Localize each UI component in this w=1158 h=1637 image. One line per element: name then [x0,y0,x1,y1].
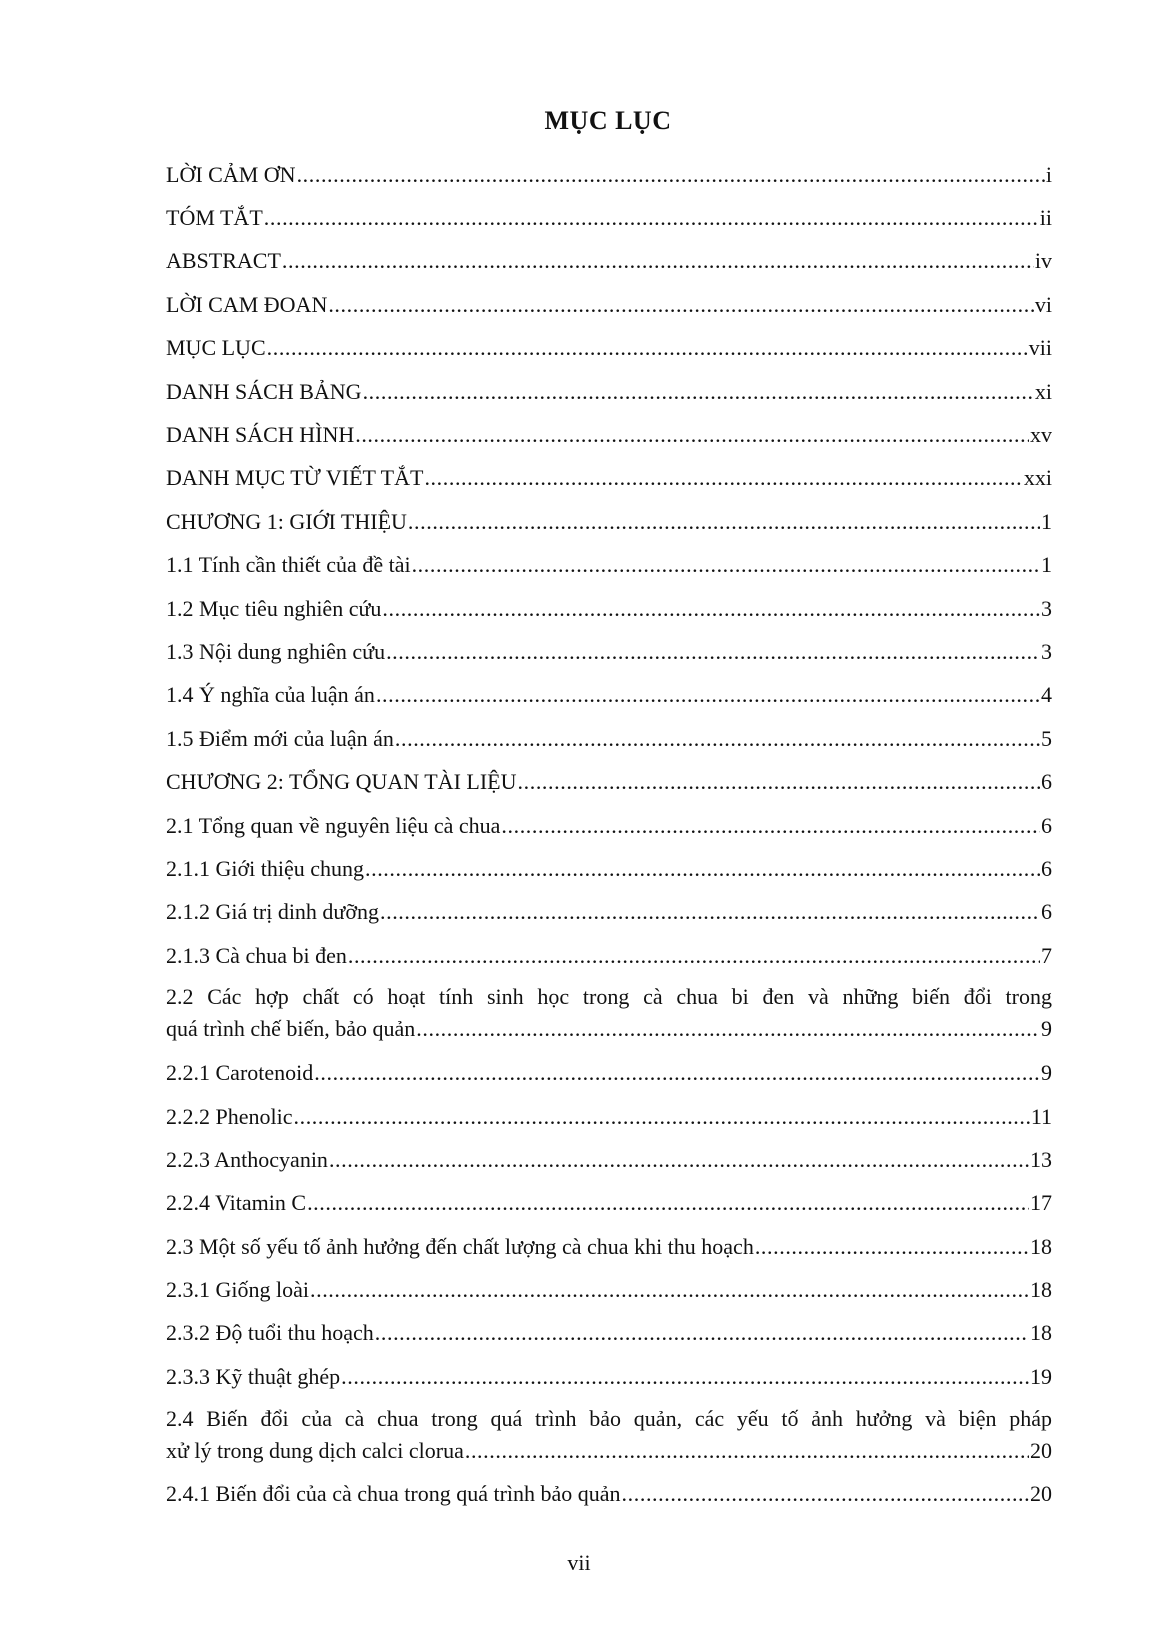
dot-leader [622,1481,1029,1507]
dot-leader [328,292,1034,318]
toc-entry[interactable] [166,283,1052,326]
toc-entry-title: 2.1.3 Cà chua bi đen [166,942,347,968]
toc-entry-page: 17 [1030,1190,1052,1216]
toc-entry-page: xi [1034,378,1052,404]
toc-entry[interactable] [166,1473,1052,1516]
toc-entry-page: vii [1028,335,1052,361]
toc-entry-title-line1: 2.2 Các hợp chất có hoạt tính sinh học trong cà chua bi đen và những biến đổi trong [166,984,1052,1010]
toc-entry[interactable] [166,500,1052,543]
toc-entry[interactable] [166,240,1052,283]
toc-entry-title: 1.1 Tính cần thiết của đề tài [166,552,411,578]
toc-entry-title: 2.1.1 Giới thiệu chung [166,855,364,881]
toc-entry-page: 18 [1030,1277,1052,1303]
page-title: MỤC LỤC [544,106,672,135]
toc-entry-page: 1 [1041,552,1052,578]
toc-entry-title-line1: 2.4 Biến đổi của cà chua trong quá trình bảo quản, các yếu tố ảnh hưởng và biện pháp [166,1405,1052,1431]
toc-entry-page: vi [1034,291,1052,317]
dot-leader [282,248,1034,274]
toc-entry[interactable] [166,1138,1052,1181]
dot-leader [755,1234,1029,1260]
toc-entry-title: DANH SÁCH BẢNG [166,378,362,404]
toc-entry-page: i [1045,161,1052,187]
toc-entry-title: 2.2.3 Anthocyanin [166,1146,328,1172]
toc-entry-page: 1 [1041,508,1052,534]
toc-entry-page: ii [1039,205,1052,231]
toc-entry[interactable] [166,457,1052,500]
toc-entry-title: LỜI CẢM ƠN [166,161,296,187]
toc-entry-page: 9 [1041,1060,1052,1086]
toc-entry[interactable] [166,1051,1052,1094]
toc-entry-page: 3 [1041,638,1052,664]
toc-entry-title: DANH MỤC TỪ VIẾT TẮT [166,465,424,491]
toc-entry-page: 6 [1041,812,1052,838]
toc-entry[interactable] [166,760,1052,803]
toc-entry[interactable] [166,544,1052,587]
toc-entry[interactable] [166,413,1052,456]
dot-leader [465,1435,1029,1467]
toc-entry-page: xv [1030,422,1052,448]
toc-entry[interactable] [166,717,1052,760]
toc-entry-page: 7 [1041,942,1052,968]
toc-entry-page: 3 [1041,595,1052,621]
toc-entry[interactable] [166,630,1052,673]
dot-leader [376,682,1040,708]
toc-entry-title: 2.2.2 Phenolic [166,1103,293,1129]
dot-leader [314,1060,1040,1086]
table-of-contents [166,153,1052,1516]
dot-leader [267,335,1028,361]
toc-entry-title: 2.1.2 Giá trị dinh dưỡng [166,899,379,925]
toc-entry-title: 2.1 Tổng quan về nguyên liệu cà chua [166,812,501,838]
toc-entry-title: 1.2 Mục tiêu nghiên cứu [166,595,382,621]
dot-leader [386,639,1040,665]
dot-leader [341,1364,1029,1390]
toc-entry-title: 2.2.1 Carotenoid [166,1060,314,1086]
toc-entry-page: 5 [1041,725,1052,751]
dot-leader [307,1190,1029,1216]
toc-entry-title: 2.3.2 Độ tuổi thu hoạch [166,1320,374,1346]
toc-entry[interactable] [166,1399,1052,1473]
toc-entry-title: CHƯƠNG 1: GIỚI THIỆU [166,508,407,534]
dot-leader [408,509,1040,535]
toc-entry-title: 2.3.3 Kỹ thuật ghép [166,1363,341,1389]
toc-entry[interactable] [166,1355,1052,1398]
toc-entry-title: 1.5 Điểm mới của luận án [166,725,394,751]
toc-entry-title: 1.3 Nội dung nghiên cứu [166,638,386,664]
toc-entry[interactable] [166,1095,1052,1138]
toc-entry[interactable] [166,1225,1052,1268]
dot-leader [395,726,1040,752]
toc-entry-page: 20 [1030,1481,1052,1507]
toc-entry-title: 2.4.1 Biến đổi của cà chua trong quá trình bảo quản [166,1481,621,1507]
toc-entry[interactable] [166,370,1052,413]
toc-entry[interactable] [166,847,1052,890]
toc-entry-page: iv [1034,248,1052,274]
dot-leader [363,379,1034,405]
toc-entry-title-line2: quá trình chế biến, bảo quản [166,1016,416,1042]
toc-entry-title: MỤC LỤC [166,335,266,361]
toc-entry-page: 18 [1030,1233,1052,1259]
toc-entry[interactable] [166,1182,1052,1225]
dot-leader [329,1147,1029,1173]
toc-entry[interactable] [166,674,1052,717]
dot-leader [348,943,1040,969]
toc-entry[interactable] [166,977,1052,1051]
dot-leader [264,205,1039,231]
dot-leader [416,1013,1040,1045]
toc-entry-title: 2.3 Một số yếu tố ảnh hưởng đến chất lượng cà chua khi thu hoạch [166,1233,754,1259]
page-number: vii [567,1550,591,1575]
dot-leader [424,465,1022,491]
toc-entry-page: 18 [1030,1320,1052,1346]
toc-entry-title: 1.4 Ý nghĩa của luận án [166,682,375,708]
toc-entry[interactable] [166,891,1052,934]
toc-entry-title: DANH SÁCH HÌNH [166,422,355,448]
toc-entry[interactable] [166,327,1052,370]
toc-entry-page: 6 [1041,769,1052,795]
toc-entry-page: 11 [1030,1103,1052,1129]
toc-entry[interactable] [166,1312,1052,1355]
toc-entry[interactable] [166,934,1052,977]
toc-entry-page: 6 [1041,855,1052,881]
toc-entry[interactable] [166,196,1052,239]
toc-entry[interactable] [166,804,1052,847]
dot-leader [365,856,1040,882]
toc-entry[interactable] [166,153,1052,196]
dot-leader [310,1277,1029,1303]
dot-leader [294,1104,1030,1130]
toc-entry[interactable] [166,1268,1052,1311]
dot-leader [501,813,1040,839]
toc-entry-title: ABSTRACT [166,248,281,274]
dot-leader [518,769,1040,795]
toc-entry-title: CHƯƠNG 2: TỔNG QUAN TÀI LIỆU [166,769,517,795]
dot-leader [297,162,1045,188]
dot-leader [412,552,1040,578]
dot-leader [380,899,1040,925]
toc-entry-title-line2: xử lý trong dung dịch calci clorua [166,1437,464,1463]
toc-entry-page: 9 [1041,1016,1052,1042]
toc-entry-title: LỜI CAM ĐOAN [166,291,328,317]
toc-entry-page: xxi [1023,465,1052,491]
dot-leader [375,1320,1029,1346]
toc-entry-title: 2.2.4 Vitamin C [166,1190,307,1216]
toc-entry[interactable] [166,587,1052,630]
toc-entry-page: 4 [1041,682,1052,708]
toc-entry-title: TÓM TẮT [166,205,263,231]
dot-leader [355,422,1029,448]
toc-entry-page: 13 [1030,1146,1052,1172]
toc-entry-page: 20 [1030,1437,1052,1463]
toc-entry-title: 2.3.1 Giống loài [166,1277,309,1303]
toc-entry-page: 6 [1041,899,1052,925]
dot-leader [382,596,1040,622]
toc-entry-page: 19 [1030,1363,1052,1389]
